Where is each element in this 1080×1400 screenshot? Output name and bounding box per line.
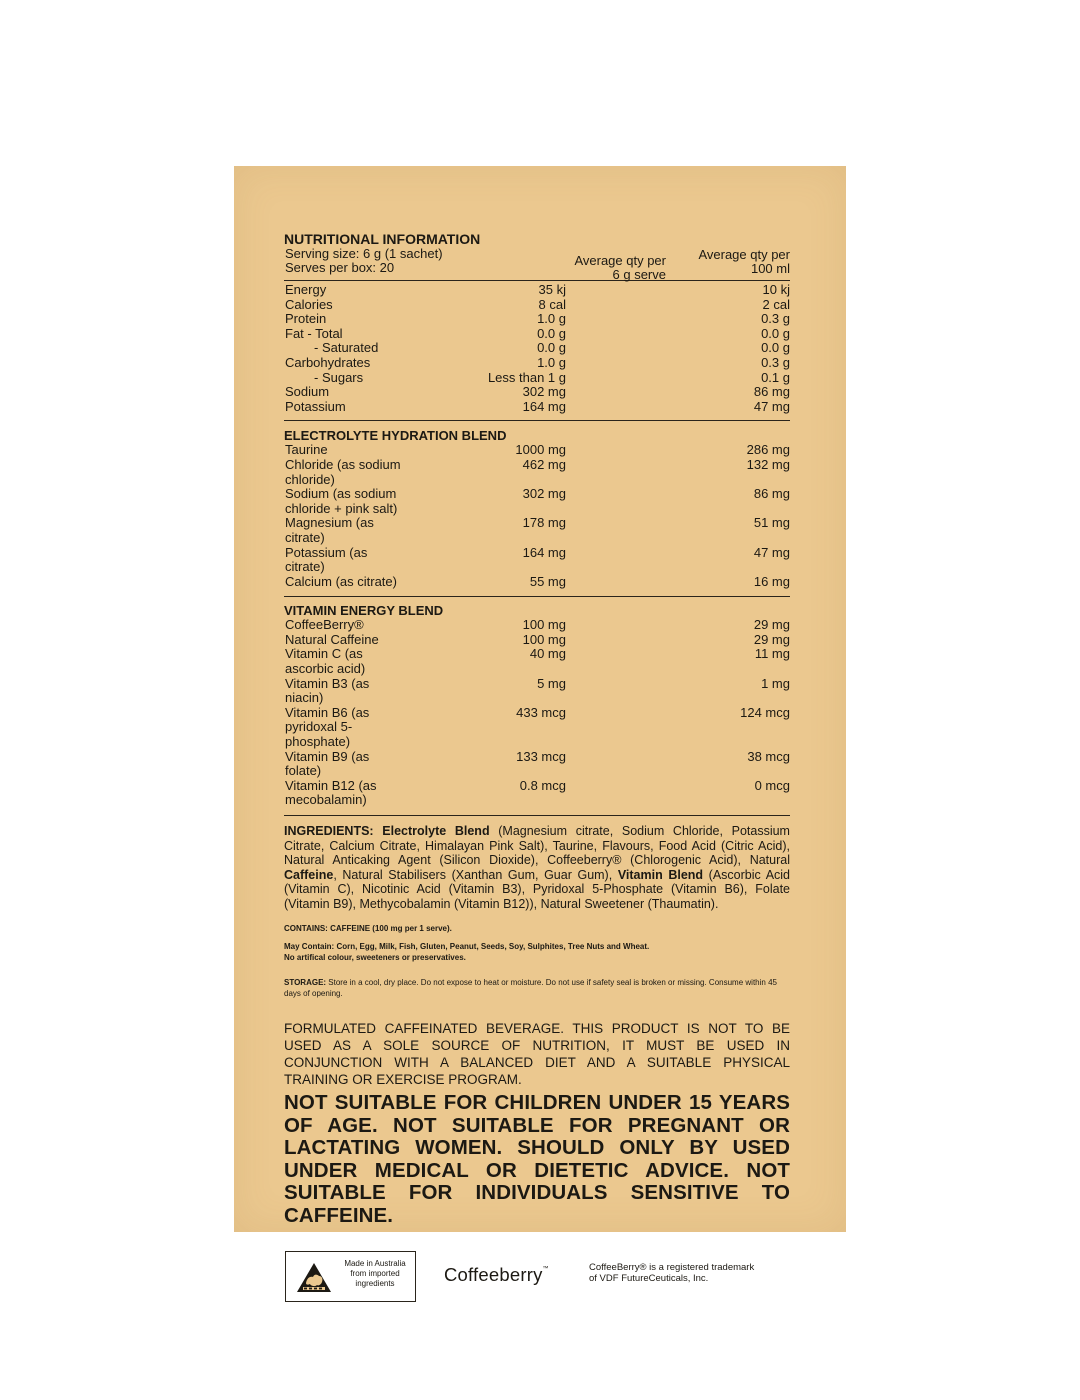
- nutrient-per-serve: 100 mg: [522, 631, 566, 647]
- vitamin-section: [284, 603, 790, 811]
- nutrient-per-serve: 1.0 g: [537, 354, 566, 370]
- nutrient-per-100ml: 2 cal: [762, 296, 790, 312]
- column-header-per-serve: [574, 254, 666, 282]
- ingredients-part: (Ascorbic Acid (Vitamin C), Nicotinic Acid (Vitamin B3), Pyridoxal 5-Phosphate (Vitamin B6), Folate (Vitamin B9), Methycobalamin (Vitamin B12)), Natural Sweetener (Thaumatin).: [284, 867, 791, 911]
- nutrient-name: Chloride (as sodium chloride): [285, 456, 401, 487]
- made-in-line: from imported: [350, 1269, 400, 1279]
- electrolyte-rows: [284, 443, 790, 589]
- made-in-australia-badge: [285, 1251, 416, 1302]
- vitamin-rows: [284, 618, 790, 808]
- nutrient-per-100ml: 29 mg: [753, 617, 790, 633]
- nutrient-row: [284, 779, 790, 808]
- nutrient-per-serve: 302 mg: [522, 486, 566, 502]
- nutrient-per-100ml: 0 mcg: [754, 777, 790, 793]
- divider: [284, 815, 790, 816]
- nutrient-name: Calories: [285, 296, 333, 312]
- nutrient-row: [284, 443, 790, 458]
- nutrient-name: Protein: [285, 311, 327, 327]
- nutrient-per-serve: 55 mg: [529, 573, 566, 589]
- column-header-per-100ml: [698, 248, 790, 276]
- coffeeberry-logo-text: Coffeeberry: [444, 1264, 543, 1286]
- nutrient-per-serve: 1000 mg: [515, 442, 566, 458]
- label-footer: [284, 1251, 790, 1311]
- nutrient-per-100ml: 0.0 g: [761, 340, 790, 356]
- nutrient-per-serve: 164 mg: [522, 544, 566, 560]
- nutrient-row: [284, 458, 790, 487]
- nutrient-name: Calcium (as citrate): [285, 573, 397, 589]
- nutrition-label: [284, 232, 790, 1311]
- nutrient-row: [284, 546, 790, 575]
- nutrient-per-100ml: 286 mg: [746, 442, 790, 458]
- made-in-line: Made in Australia: [344, 1259, 406, 1269]
- nutrient-name: Carbohydrates: [285, 354, 371, 370]
- nutrient-name: Vitamin C (as ascorbic acid): [285, 646, 366, 677]
- nutrient-name: Sodium: [285, 384, 330, 400]
- serving-header: [284, 246, 790, 282]
- ingredients-part: , Natural Stabilisers (Xanthan Gum, Guar Gum),: [333, 867, 618, 882]
- no-artificial-text: No artifical colour, sweeteners or preservatives.: [284, 952, 466, 962]
- nutrient-row: [284, 283, 790, 298]
- nutrient-per-serve: 178 mg: [522, 515, 566, 531]
- divider: [284, 280, 790, 281]
- trademark-note: [589, 1262, 754, 1284]
- nutrient-name: Vitamin B9 (as folate): [285, 748, 370, 779]
- vitamin-table: [284, 618, 790, 808]
- nutrient-row: [284, 618, 790, 633]
- nutrient-row: [284, 750, 790, 779]
- nutrient-row: [284, 385, 790, 400]
- nutrient-per-serve: 8 cal: [538, 296, 566, 312]
- ingredients-text: [284, 824, 790, 912]
- storage-statement: [284, 978, 790, 999]
- divider: [284, 420, 790, 421]
- column-header-line: Average qty per: [574, 253, 666, 268]
- nutrient-per-serve: 40 mg: [529, 646, 566, 662]
- nutrient-row: [284, 327, 790, 342]
- nutrient-per-serve: 0.0 g: [537, 340, 566, 356]
- nutrient-name: Taurine: [285, 442, 328, 458]
- nutrient-per-100ml: 86 mg: [753, 486, 790, 502]
- storage-label: STORAGE:: [284, 978, 327, 988]
- column-header-line: 6 g serve: [612, 267, 666, 282]
- nutrient-per-serve: 100 mg: [522, 617, 566, 633]
- nutrient-name: Magnesium (as citrate): [285, 515, 374, 545]
- nutrient-name: - Sugars: [314, 369, 364, 385]
- nutrient-name: Energy: [285, 282, 327, 297]
- nutrient-row: [284, 356, 790, 371]
- nutrient-row: [284, 575, 790, 590]
- serves-per-box: Serves per box: 20: [285, 260, 395, 275]
- may-contain-text: May Contain: Corn, Egg, Milk, Fish, Gluten, Peanut, Seeds, Soy, Sulphites, Tree Nuts and Wheat.: [284, 942, 650, 952]
- nutrient-per-100ml: 16 mg: [753, 573, 790, 589]
- nutrient-per-serve: 302 mg: [522, 384, 566, 400]
- vitamin-title: VITAMIN ENERGY BLEND: [284, 603, 444, 619]
- ingredients-electrolyte-label: Electrolyte Blend: [382, 824, 490, 838]
- nutrient-per-100ml: 0.0 g: [761, 325, 790, 341]
- storage-text: Store in a cool, dry place. Do not expose to heat or moisture. Do not use if safety seal is broken or missing. Consume within 45 days of opening.: [284, 978, 777, 998]
- nutrient-name: Natural Caffeine: [285, 631, 379, 647]
- nutrient-per-serve: 1.0 g: [537, 311, 566, 327]
- nutrition-rows: [284, 283, 790, 414]
- nutrient-per-serve: 133 mcg: [516, 748, 566, 764]
- nutrient-name: Potassium: [285, 398, 346, 414]
- nutrient-per-100ml: 11 mg: [754, 646, 790, 662]
- nutrient-row: [284, 341, 790, 356]
- nutrient-per-100ml: 10 kj: [762, 282, 790, 297]
- nutrient-row: [284, 706, 790, 750]
- nutrient-row: [284, 677, 790, 706]
- nutrient-row: [284, 400, 790, 415]
- nutrient-name: CoffeeBerry®: [285, 617, 364, 633]
- nutrition-title: NUTRITIONAL INFORMATION: [284, 231, 481, 247]
- serving-size: Serving size: 6 g (1 sachet): [285, 246, 443, 261]
- nutrient-per-serve: 5 mg: [537, 675, 566, 691]
- nutrient-name: Vitamin B3 (as niacin): [285, 675, 370, 706]
- nutrient-name: Vitamin B12 (as mecobalamin): [285, 777, 377, 808]
- nutrient-per-100ml: 51 mg: [753, 515, 790, 531]
- nutrient-per-serve: 0.8 mcg: [519, 777, 566, 793]
- made-in-australia-text: [341, 1259, 409, 1289]
- nutrient-row: [284, 647, 790, 676]
- nutrient-per-100ml: 124 mcg: [740, 704, 790, 720]
- nutrient-per-100ml: 47 mg: [753, 544, 790, 560]
- nutrient-per-serve: Less than 1 g: [487, 369, 566, 385]
- made-in-line: ingredients: [355, 1279, 395, 1289]
- nutrient-name: Sodium (as sodium chloride + pink salt): [285, 486, 398, 516]
- nutrient-per-100ml: 47 mg: [753, 398, 790, 414]
- nutrient-name: - Saturated: [314, 340, 379, 356]
- nutrient-per-100ml: 0.1 g: [761, 369, 790, 385]
- formulated-statement: FORMULATED CAFFEINATED BEVERAGE. THIS PRODUCT IS NOT TO BE USED AS A SOLE SOURCE OF NUTRITION, IT MUST BE USED IN CONJUNCTION WITH A BALANCED DIET AND A SUITABLE PHYSICAL TRAINING OR EXERCISE PROGRAM.: [284, 1021, 790, 1088]
- nutrition-table: [284, 283, 790, 414]
- allergen-statement: [284, 942, 790, 963]
- nutrient-per-100ml: 86 mg: [753, 384, 790, 400]
- divider: [284, 596, 790, 597]
- nutrient-per-serve: 164 mg: [522, 398, 566, 414]
- nutrient-per-100ml: 29 mg: [753, 631, 790, 647]
- nutrient-per-100ml: 0.3 g: [761, 354, 790, 370]
- nutrient-per-serve: 0.0 g: [537, 325, 566, 341]
- nutrient-row: [284, 633, 790, 648]
- serving-info: [285, 247, 443, 275]
- product-box-back: [234, 166, 846, 1289]
- electrolyte-title: ELECTROLYTE HYDRATION BLEND: [284, 428, 507, 444]
- nutrient-per-serve: 462 mg: [522, 456, 566, 472]
- nutrient-per-serve: 433 mcg: [516, 704, 566, 720]
- ingredients-vitamin-label: Vitamin Blend: [617, 867, 704, 882]
- nutrient-per-serve: 35 kj: [538, 282, 566, 297]
- nutrient-row: [284, 312, 790, 327]
- nutrient-row: [284, 298, 790, 313]
- nutrient-per-100ml: 132 mg: [746, 456, 790, 472]
- nutrient-per-100ml: 38 mcg: [747, 748, 790, 764]
- electrolyte-table: [284, 443, 790, 589]
- nutrient-name: Potassium (as citrate): [285, 544, 368, 575]
- australia-map-triangle-icon: [295, 1261, 333, 1295]
- ingredients-label: INGREDIENTS:: [284, 824, 374, 838]
- trademark-line: CoffeeBerry® is a registered trademark: [589, 1262, 755, 1274]
- trademark-line: of VDF FutureCeuticals, Inc.: [589, 1273, 709, 1285]
- column-header-line: Average qty per: [698, 247, 790, 262]
- nutrient-per-100ml: 1 mg: [761, 675, 790, 691]
- coffeeberry-logo: [444, 1264, 549, 1286]
- column-header-line: 100 ml: [750, 261, 790, 276]
- ingredients-caffeine-label: Caffeine: [284, 867, 334, 882]
- nutrient-row: [284, 371, 790, 386]
- electrolyte-section: [284, 428, 790, 592]
- nutrient-row: [284, 516, 790, 545]
- nutrient-per-100ml: 0.3 g: [761, 311, 790, 327]
- nutrient-name: Vitamin B6 (as pyridoxal 5-phosphate): [285, 704, 370, 750]
- nutrient-name: Fat - Total: [285, 325, 343, 341]
- nutrient-row: [284, 487, 790, 516]
- warning-statement: NOT SUITABLE FOR CHILDREN UNDER 15 YEARS OF AGE. NOT SUITABLE FOR PREGNANT OR LACTATING WOMEN. SHOULD ONLY BY USED UNDER MEDICAL OR DIETETIC ADVICE. NOT SUITABLE FOR INDIVIDUALS SENSITIVE TO CAFFEINE.: [284, 1091, 790, 1227]
- ingredients-part: (Magnesium citrate, Sodium Chloride, Potassium Citrate, Calcium Citrate, Himalayan Pink Salt), Taurine, Flavours, Food Acid (Citric Acid), Natural Anticaking Agent (Silicon Dioxide), Coffeeberry® (Chlorogenic Acid), Natural: [284, 824, 790, 868]
- trademark-mark: ™: [542, 1266, 549, 1273]
- contains-caffeine: CONTAINS: CAFFEINE (100 mg per 1 serve).: [284, 923, 452, 933]
